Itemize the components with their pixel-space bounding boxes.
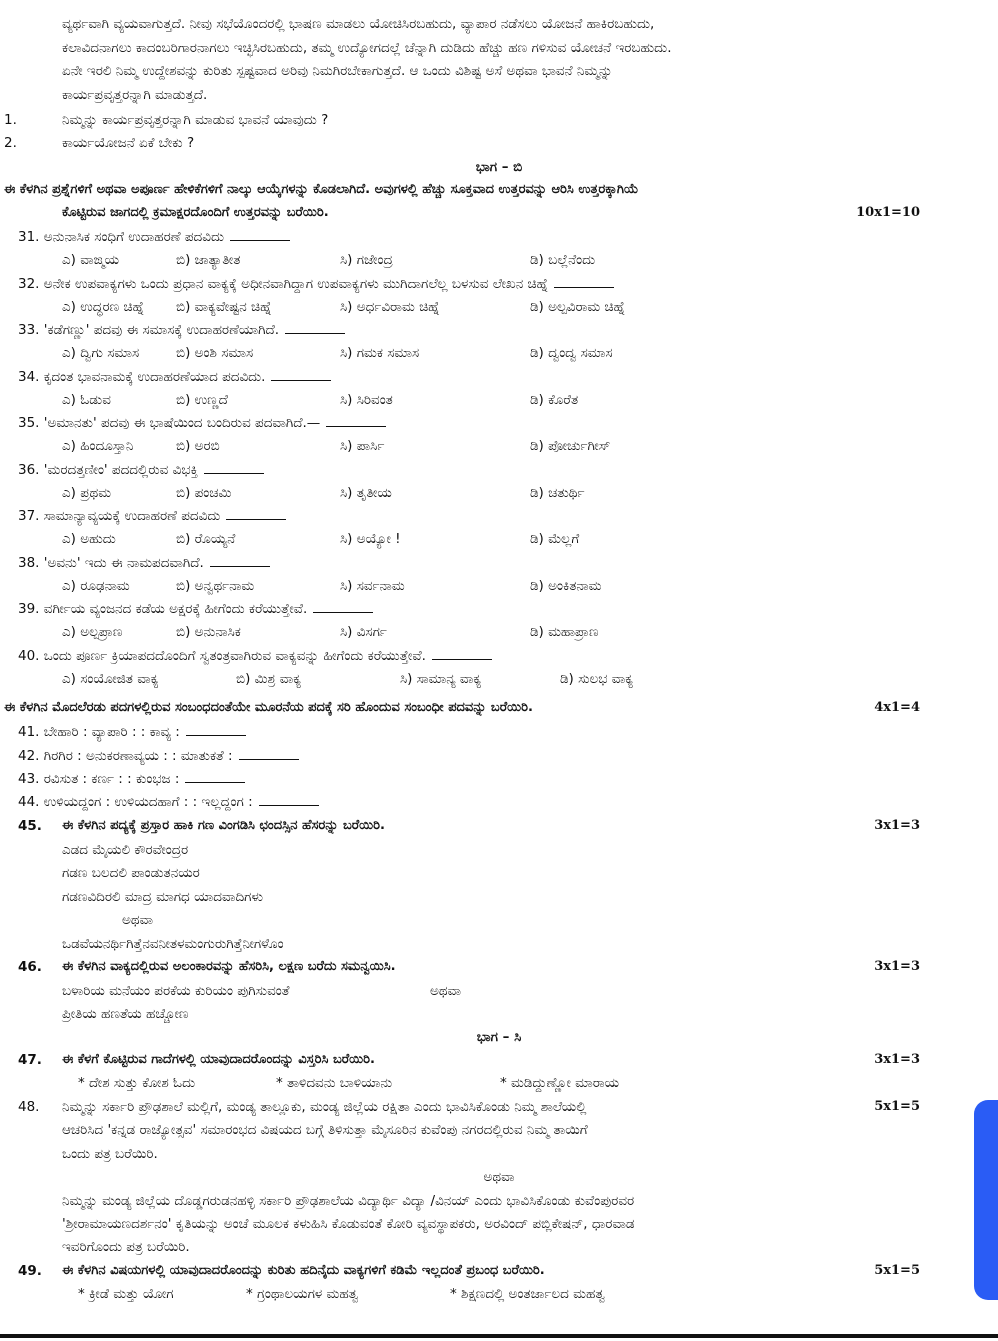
mcq-question [18,508,286,524]
mcq-number: 34. [18,368,40,385]
essay-topic: * ಗ್ರಂಥಾಲಯಗಳ ಮಹತ್ವ [246,1286,359,1302]
mcq-option: ಎ) ದ್ವಿಗು ಸಮಾಸ [62,345,140,361]
page-bottom-border [0,1334,998,1338]
answer-blank [185,772,245,783]
analogy-item [18,748,299,764]
mcq-question [18,462,264,478]
analogy-number: 42. [18,748,40,764]
mcq-option: ಡಿ) ಮೆಲ್ಲಗೆ [530,531,580,547]
marks-label: 3x1=3 [874,818,920,833]
mcq-option: ಬಿ) ಅನ್ವರ್ಥನಾಮ [176,577,255,594]
essay-topic: * ಕ್ರೀಡೆ ಮತ್ತು ಯೋಗ [78,1286,174,1302]
question-number: 49. [18,1263,42,1279]
mcq-option: ಎ) ಅಲ್ಪಪ್ರಾಣ [62,624,123,640]
answer-blank [259,795,319,806]
mcq-question [18,601,373,617]
mcq-option: ಸಿ) ಅರ್ಧವಿರಾಮ ಚಿಹ್ನೆ [340,298,440,315]
answer-blank [204,463,264,474]
essay-topic: * ಶಿಕ್ಷಣದಲ್ಲಿ ಅಂತರ್ಜಾಲದ ಮಹತ್ವ [450,1286,605,1302]
poem-line: ಗಡಣ ಬಲದಲಿ ಪಾಂಡುತನಯರ [62,865,200,881]
mcq-option: ಎ) ಹಿಂದೂಸ್ತಾನಿ [62,438,134,454]
passage-line-4: ಕಾರ್ಯಪ್ರವೃತ್ತರನ್ನಾಗಿ ಮಾಡುತ್ತದೆ. [62,87,208,103]
question-text: ಕಾರ್ಯಯೋಜನೆ ಏಕೆ ಬೇಕು ? [62,135,195,151]
mcq-option: ಡಿ) ಮಹಾಪ್ರಾಣ [530,624,599,640]
analogy-number: 41. [18,724,40,740]
question-text: ಈ ಕೆಳಗಿನ ವಿಷಯಗಳಲ್ಲಿ ಯಾವುದಾದರೊಂದನ್ನು ಕುರಿತು ಹದಿನೈದು ವಾಕ್ಯಗಳಿಗೆ ಕಡಿಮೆ ಇಲ್ಲದಂತೆ ಪ್ರಬಂಧ ಬರೆಯಿರಿ. [62,1263,545,1278]
question-number: 48. [18,1099,40,1115]
poem-line: ಒಡವೆಯನರ್ಥಿಗಿತ್ತೆನವನೀತಳಮಂಗುರುಗಿತ್ತೆನೀಗಳೊಂ [62,936,284,952]
answer-blank [226,509,286,520]
question-text: ನಿಮ್ಮನ್ನು ಕಾರ್ಯಪ್ರವೃತ್ತರನ್ನಾಗಿ ಮಾಡುವ ಭಾವನೆ ಯಾವುದು ? [62,112,329,128]
mcq-option: ಬಿ) ಪಂಚಮಿ [176,484,232,501]
mcq-option: ಬಿ) ಅರಬಿ [176,438,220,454]
proverb-item: * ತಾಳಿದವನು ಬಾಳಿಯಾನು [276,1075,393,1091]
mcq-question [18,369,331,385]
mcq-text: ಅನುನಾಸಿಕ ಸಂಧಿಗೆ ಉದಾಹರಣೆ ಪದವಿದು [43,229,224,245]
mcq-option: ಡಿ) ಪೋರ್ಚುಗೀಸ್ [530,438,611,454]
mcq-text: 'ಮರದತ್ತಣೀಂ' ಪದದಲ್ಲಿರುವ ವಿಭಕ್ತಿ [43,461,199,478]
mcq-option: ಎ) ಅಹುದು [62,531,116,547]
mcq-text: 'ಕಡೆಗಣ್ಣು' ಪದವು ಈ ಸಮಾಸಕ್ಕೆ ಉದಾಹರಣೆಯಾಗಿದೆ. [43,322,280,338]
mcq-option: ಎ) ಉದ್ಧರಣ ಚಿಹ್ನೆ [62,298,145,315]
answer-blank [313,602,373,613]
mcq-option: ಡಿ) ಅಂಕಿತನಾಮ [530,577,602,594]
mcq-number: 33. [18,322,40,338]
mcq-text: ಕೃದಂತ ಭಾವನಾಮಕ್ಕೆ ಉದಾಹರಣೆಯಾದ ಪದವಿದು. [43,368,266,385]
mcq-option: ಎ) ಪ್ರಥಮ [62,484,112,501]
section-title-part-c: ಭಾಗ – ಸಿ [476,1029,522,1045]
letter-line: ಆಚರಿಸಿದ 'ಕನ್ನಡ ರಾಜ್ಯೋತ್ಸವ' ಸಮಾರಂಭದ ವಿಷಯದ ಬಗ್ಗೆ ತಿಳಿಸುತ್ತಾ ಮೈಸೂರಿನ ಕುವೆಂಪು ನಗರದಲ್ಲಿರುವ ನಿಮ್ಮ ತಾಯಿಗೆ [62,1122,588,1138]
mcq-option: ಬಿ) ಮಿಶ್ರ ವಾಕ್ಯ [236,670,302,687]
analogy-text: ಗಿರಗಿರ : ಅನುಕರಣಾವ್ಯಯ : : ಮಾತುಕತೆ : [43,748,233,764]
mcq-option: ಡಿ) ಕೊರೆತ [530,391,579,408]
letter-line: ಇವರಿಗೊಂದು ಪತ್ರ ಬರೆಯಿರಿ. [62,1239,190,1255]
or-label: ಅಥವಾ [122,912,154,928]
mcq-option: ಎ) ಸಂಯೋಜಿತ ವಾಕ್ಯ [62,670,159,687]
passage-line-1: ವ್ಯರ್ಥವಾಗಿ ವ್ಯಯವಾಗುತ್ತದೆ. ನೀವು ಸಭೆಯೊಂದರಲ್ಲಿ ಭಾಷಣ ಮಾಡಲು ಯೋಚಿಸಿರಬಹುದು, ವ್ಯಾಪಾರ ನಡೆಸಲು ಯೋಜನೆ ಹಾಕಿರಬಹುದು, [62,16,655,32]
mcq-text: ಒಂದು ಪೂರ್ಣ ಕ್ರಿಯಾಪದದೊಂದಿಗೆ ಸ್ವತಂತ್ರವಾಗಿರುವ ವಾಕ್ಯವನ್ನು ಹೀಗೆಂದು ಕರೆಯುತ್ತೇವೆ. [43,647,426,664]
passage-line-2: ಕಲಾವಿದನಾಗಲು ಕಾದಂಬರಿಗಾರನಾಗಲು ಇಚ್ಛಿಸಿರಬಹುದು, ತಮ್ಮ ಉದ್ಯೋಗದಲ್ಲೆ ಚೆನ್ನಾಗಿ ದುಡಿದು ಹೆಚ್ಚು ಹಣ ಗಳಿಸುವ ಯೋಚನೆ ಇರಬಹುದು. [62,40,672,56]
answer-blank [326,416,386,427]
question-text: ಈ ಕೆಳಗೆ ಕೊಟ್ಟಿರುವ ಗಾದೆಗಳಲ್ಲಿ ಯಾವುದಾದರೊಂದನ್ನು ವಿಸ್ತರಿಸಿ ಬರೆಯಿರಿ. [62,1052,375,1067]
answer-blank [432,649,492,660]
mcq-option: ಸಿ) ಸರ್ವನಾಮ [340,577,405,594]
mcq-option: ಸಿ) ಸಾಮಾನ್ಯ ವಾಕ್ಯ [400,670,482,687]
mcq-number: 39. [18,601,40,617]
answer-blank [239,749,299,760]
mcq-number: 38. [18,554,40,571]
question-text: ಈ ಕೆಳಗಿನ ಪದ್ಯಕ್ಕೆ ಪ್ರಸ್ತಾರ ಹಾಕಿ ಗಣ ವಿಂಗಡಿಸಿ ಛಂದಸ್ಸಿನ ಹೆಸರನ್ನು ಬರೆಯಿರಿ. [62,818,385,833]
mcq-option: ಎ) ವಾಙ್ಮಯ [62,252,120,268]
mcq-option: ಸಿ) ತೃತೀಯ [340,484,392,501]
instruction-line: ಈ ಕೆಳಗಿನ ಪ್ರಶ್ನೆಗಳಿಗೆ ಅಥವಾ ಅಪೂರ್ಣ ಹೇಳಿಕೆಗಳಿಗೆ ನಾಲ್ಕು ಆಯ್ಕೆಗಳನ್ನು ಕೊಡಲಾಗಿದೆ. ಅವುಗಳಲ್ಲಿ ಹೆಚ್ಚು ಸೂಕ್ತವಾದ ಉತ್ತರವನ್ನು ಆರಿಸಿ ಉತ್ತರಕ್ಕಾಗಿಯೆ [4,182,639,197]
analogy-item [18,794,319,810]
answer-blank [186,725,246,736]
or-label: ಅಥವಾ [430,983,462,999]
answer-blank [285,323,345,334]
marks-label: 4x1=4 [874,700,920,715]
analogy-number: 44. [18,794,40,810]
sentence-line: ಬಳಾರಿಯ ಮನೆಯಂ ಪರಕೆಯ ಕುರಿಯಂ ಪುಗಿಸುವಂತೆ [62,983,290,999]
marks-label: 5x1=5 [874,1099,920,1114]
question-text: ಈ ಕೆಳಗಿನ ವಾಕ್ಯದಲ್ಲಿರುವ ಅಲಂಕಾರವನ್ನು ಹೆಸರಿಸಿ, ಲಕ್ಷಣ ಬರೆದು ಸಮನ್ವಯಿಸಿ. [62,959,396,974]
mcq-number: 37. [18,508,40,524]
mcq-question [18,555,270,571]
analogy-text: ಉಳಿಯದ್ದಂಗ : ಉಳಿಯದಹಾಗೆ : : ಇಲ್ಲದ್ದಂಗ : [43,794,253,810]
analogy-item [18,724,246,740]
question-number: 1. [4,112,17,128]
mcq-question [18,276,614,292]
answer-blank [210,556,270,567]
mcq-option: ಬಿ) ಜಾತ್ಯಾತೀತ [176,252,241,268]
mcq-option: ಸಿ) ವಿಸರ್ಗ [340,624,387,640]
mcq-option: ಡಿ) ಅಲ್ಪವಿರಾಮ ಚಿಹ್ನೆ [530,298,626,315]
analogy-text: ರವಿಸುತ : ಕರ್ಣ : : ಕುಂಭಜ : [43,771,180,787]
mcq-option: ಡಿ) ಬಲ್ಲೆನೆಂದು [530,252,596,268]
instruction-line: ಕೊಟ್ಟಿರುವ ಜಾಗದಲ್ಲಿ ಕ್ರಮಾಕ್ಷರದೊಂದಿಗೆ ಉತ್ತರವನ್ನು ಬರೆಯಿರಿ. [62,205,329,220]
letter-line: ನಿಮ್ಮನ್ನು ಮಂಡ್ಯ ಜಿಲ್ಲೆಯ ದೊಡ್ಡಗರುಡನಹಳ್ಳಿ ಸರ್ಕಾರಿ ಪ್ರೌಢಶಾಲೆಯ ವಿದ್ಯಾರ್ಥಿ ವಿದ್ಯಾ /ವಿನಯ್ ಎಂದು ಭಾವಿಸಿಕೊಂಡು ಕುವೆಂಪುರವರ [62,1193,635,1209]
letter-line: ಒಂದು ಪತ್ರ ಬರೆಯಿರಿ. [62,1146,158,1162]
mcq-text: ವರ್ಗೀಯ ವ್ಯಂಜನದ ಕಡೆಯ ಅಕ್ಷರಕ್ಕೆ ಹೀಗೆಂದು ಕರೆಯುತ್ತೇವೆ. [43,601,308,617]
mcq-text: 'ಅಮಾನತು' ಪದವು ಈ ಭಾಷೆಯಿಂದ ಬಂದಿರುವ ಪದವಾಗಿದೆ.— [43,415,321,431]
or-label: ಅಥವಾ [483,1169,515,1185]
mcq-option: ಡಿ) ಸುಲಭ ವಾಕ್ಯ [560,670,634,687]
analogy-number: 43. [18,771,40,787]
mcq-number: 35. [18,415,40,431]
question-number: 47. [18,1052,42,1068]
mcq-text: 'ಅವನು' ಇದು ಈ ನಾಮಪದವಾಗಿದೆ. [43,554,204,571]
mcq-text: ಸಾಮಾನ್ಯಾವ್ಯಯಕ್ಕೆ ಉದಾಹರಣೆ ಪದವಿದು [43,508,221,524]
answer-blank [554,277,614,288]
question-number: 45. [18,818,42,834]
analogy-item [18,771,245,787]
mcq-option: ಸಿ) ಗಜೇಂದ್ರ [340,252,393,268]
mcq-number: 32. [18,275,40,292]
proverb-item: * ಮಡಿದ್ದುಣ್ಣೋ ಮಾರಾಯ [500,1075,620,1091]
mcq-question [18,415,386,431]
analogy-text: ಬೇಹಾರಿ : ವ್ಯಾಪಾರಿ : : ಕಾವ್ಯ : [43,724,180,740]
mcq-option: ಡಿ) ದ್ವಂದ್ವ ಸಮಾಸ [530,345,613,361]
mcq-option: ಬಿ) ಅನುನಾಸಿಕ [176,624,241,640]
sentence-line: ಪ್ರೀತಿಯ ಹಣತೆಯ ಹಚ್ಚೋಣ [62,1006,189,1022]
mcq-option: ಸಿ) ಅಯ್ಯೋ ! [340,531,401,547]
mcq-option: ಸಿ) ಗಮಕ ಸಮಾಸ [340,345,420,361]
proverb-item: * ದೇಶ ಸುತ್ತು ಕೋಶ ಓದು [78,1075,196,1091]
mcq-option: ಎ) ಓಡುವ [62,391,111,408]
passage-line-3: ಏನೇ ಇರಲಿ ನಿಮ್ಮ ಉದ್ದೇಶವನ್ನು ಕುರಿತು ಸ್ಪಷ್ಟವಾದ ಅರಿವು ನಿಮಗಿರಬೇಕಾಗುತ್ತದೆ. ಆ ಒಂದು ವಿಶಿಷ್ಟ ಅಸೆ ಅಥವಾ ಭಾವನೆ ನಿಮ್ಮನ್ನು [62,63,613,79]
mcq-question [18,322,345,338]
mcq-option: ಡಿ) ಚತುರ್ಥಿ [530,484,585,501]
question-number: 46. [18,959,42,975]
instruction-line: ಈ ಕೆಳಗಿನ ಮೊದಲೆರಡು ಪದಗಳಲ್ಲಿರುವ ಸಂಬಂಧದಂತೆಯೇ ಮೂರನೆಯ ಪದಕ್ಕೆ ಸರಿ ಹೊಂದುವ ಸಂಬಂಧೀ ಪದವನ್ನು ಬರೆಯಿರಿ. [4,700,533,715]
mcq-option: ಸಿ) ಸಿರಿವಂತ [340,391,393,408]
answer-blank [230,230,290,241]
mcq-number: 31. [18,229,40,245]
poem-line: ಎಡದ ಮೈಯಲಿ ಕೌರವೇಂದ್ರರ [62,842,189,858]
mcq-option: ಬಿ) ಅಂಶಿ ಸಮಾಸ [176,345,254,361]
mcq-number: 36. [18,461,40,478]
mcq-option: ಸಿ) ಪಾರ್ಸಿ [340,438,385,454]
question-number: 2. [4,135,17,151]
mcq-option: ಬಿ) ವಾಕ್ಯವೇಷ್ಟನ ಚಿಹ್ನೆ [176,298,272,315]
letter-line: 'ಶ್ರೀರಾಮಾಯಣದರ್ಶನಂ' ಕೃತಿಯನ್ನು ಅಂಚೆ ಮೂಲಕ ಕಳುಹಿಸಿ ಕೊಡುವಂತೆ ಕೋರಿ ವ್ಯವಸ್ಥಾಪಕರು, ಅರವಿಂದ್ ಪಬ್ಲಿಕೇಷನ್, ಧಾರವಾಡ [62,1216,635,1232]
section-title-part-b: ಭಾಗ – ಬಿ [475,159,523,175]
letter-line: ನಿಮ್ಮನ್ನು ಸರ್ಕಾರಿ ಪ್ರೌಢಶಾಲೆ ಮಲ್ಲಿಗೆ, ಮಂಡ್ಯ ತಾಲ್ಲೂಕು, ಮಂಡ್ಯ ಜಿಲ್ಲೆಯ ರಕ್ಷಿತಾ ಎಂದು ಭಾವಿಸಿಕೊಂಡು ನಿಮ್ಮ ಶಾಲೆಯಲ್ಲಿ [62,1099,587,1115]
mcq-option: ಬಿ) ರೊಯ್ಯನೆ [176,531,236,547]
mcq-question [18,648,492,664]
scroll-tab[interactable] [974,1100,998,1300]
mcq-number: 40. [18,647,40,664]
marks-label: 10x1=10 [856,205,920,220]
mcq-option: ಎ) ರೂಢನಾಮ [62,577,130,594]
poem-line: ಗಡಣವಿದಿರಲಿ ಮಾದ್ರ ಮಾಗಧ ಯಾದವಾದಿಗಳು [62,889,264,905]
marks-label: 3x1=3 [874,1052,920,1067]
marks-label: 5x1=5 [874,1263,920,1278]
marks-label: 3x1=3 [874,959,920,974]
mcq-option: ಬಿ) ಉಣ್ಣದೆ [176,391,228,408]
mcq-text: ಅನೇಕ ಉಪವಾಕ್ಯಗಳು ಒಂದು ಪ್ರಧಾನ ವಾಕ್ಯಕ್ಕೆ ಅಧೀನವಾಗಿದ್ದಾಗ ಉಪವಾಕ್ಯಗಳು ಮುಗಿದಾಗಲೆಲ್ಲ ಬಳಸುವ ಲೇಖನ ಚಿಹ್ನೆ [43,275,549,292]
mcq-question [18,229,290,245]
answer-blank [271,370,331,381]
